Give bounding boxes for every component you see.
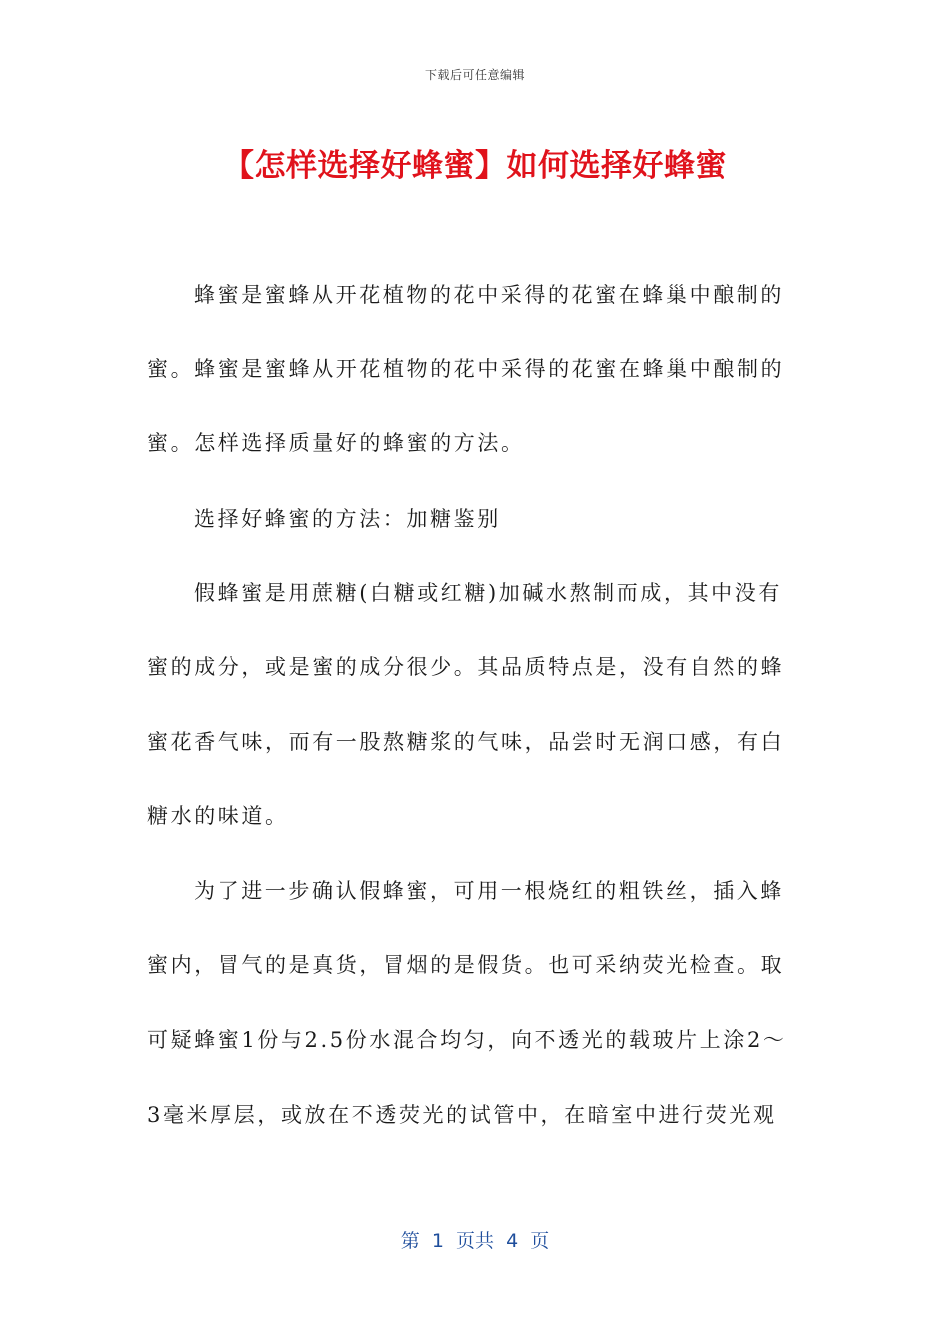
paragraph-line: 蜂蜜是蜜蜂从开花植物的花中采得的花蜜在蜂巢中酿制的 bbox=[194, 283, 784, 307]
paragraph-line: 蜜内，冒气的是真货，冒烟的是假货。也可采纳荧光检查。取 bbox=[147, 953, 785, 977]
header-note: 下载后可任意编辑 bbox=[424, 68, 525, 82]
paragraph-line: 假蜂蜜是用蔗糖(白糖或红糖)加碱水熬制而成，其中没有 bbox=[194, 581, 782, 605]
paragraph-line: 可疑蜂蜜1份与2.5份水混合均匀，向不透光的载玻片上涂2～ bbox=[147, 1028, 787, 1052]
paragraph-line: 蜜。蜂蜜是蜜蜂从开花植物的花中采得的花蜜在蜂巢中酿制的 bbox=[147, 357, 785, 381]
document-title: 【怎样选择好蜂蜜】如何选择好蜂蜜 bbox=[223, 148, 727, 184]
paragraph-line: 为了进一步确认假蜂蜜，可用一根烧红的粗铁丝，插入蜂 bbox=[194, 879, 784, 903]
paragraph-line: 3毫米厚层，或放在不透荧光的试管中，在暗室中进行荧光观 bbox=[147, 1103, 777, 1127]
page-footer: 第 1 页共 4 页 bbox=[400, 1230, 550, 1252]
paragraph-line: 糖水的味道。 bbox=[147, 804, 289, 828]
paragraph-line: 蜜。怎样选择质量好的蜂蜜的方法。 bbox=[147, 431, 525, 455]
paragraph-line: 蜜的成分，或是蜜的成分很少。其品质特点是，没有自然的蜂 bbox=[147, 655, 785, 679]
paragraph-line: 蜜花香气味，而有一股熬糖浆的气味，品尝时无润口感，有白 bbox=[147, 730, 785, 754]
paragraph-line: 选择好蜂蜜的方法：加糖鉴别 bbox=[194, 507, 501, 531]
